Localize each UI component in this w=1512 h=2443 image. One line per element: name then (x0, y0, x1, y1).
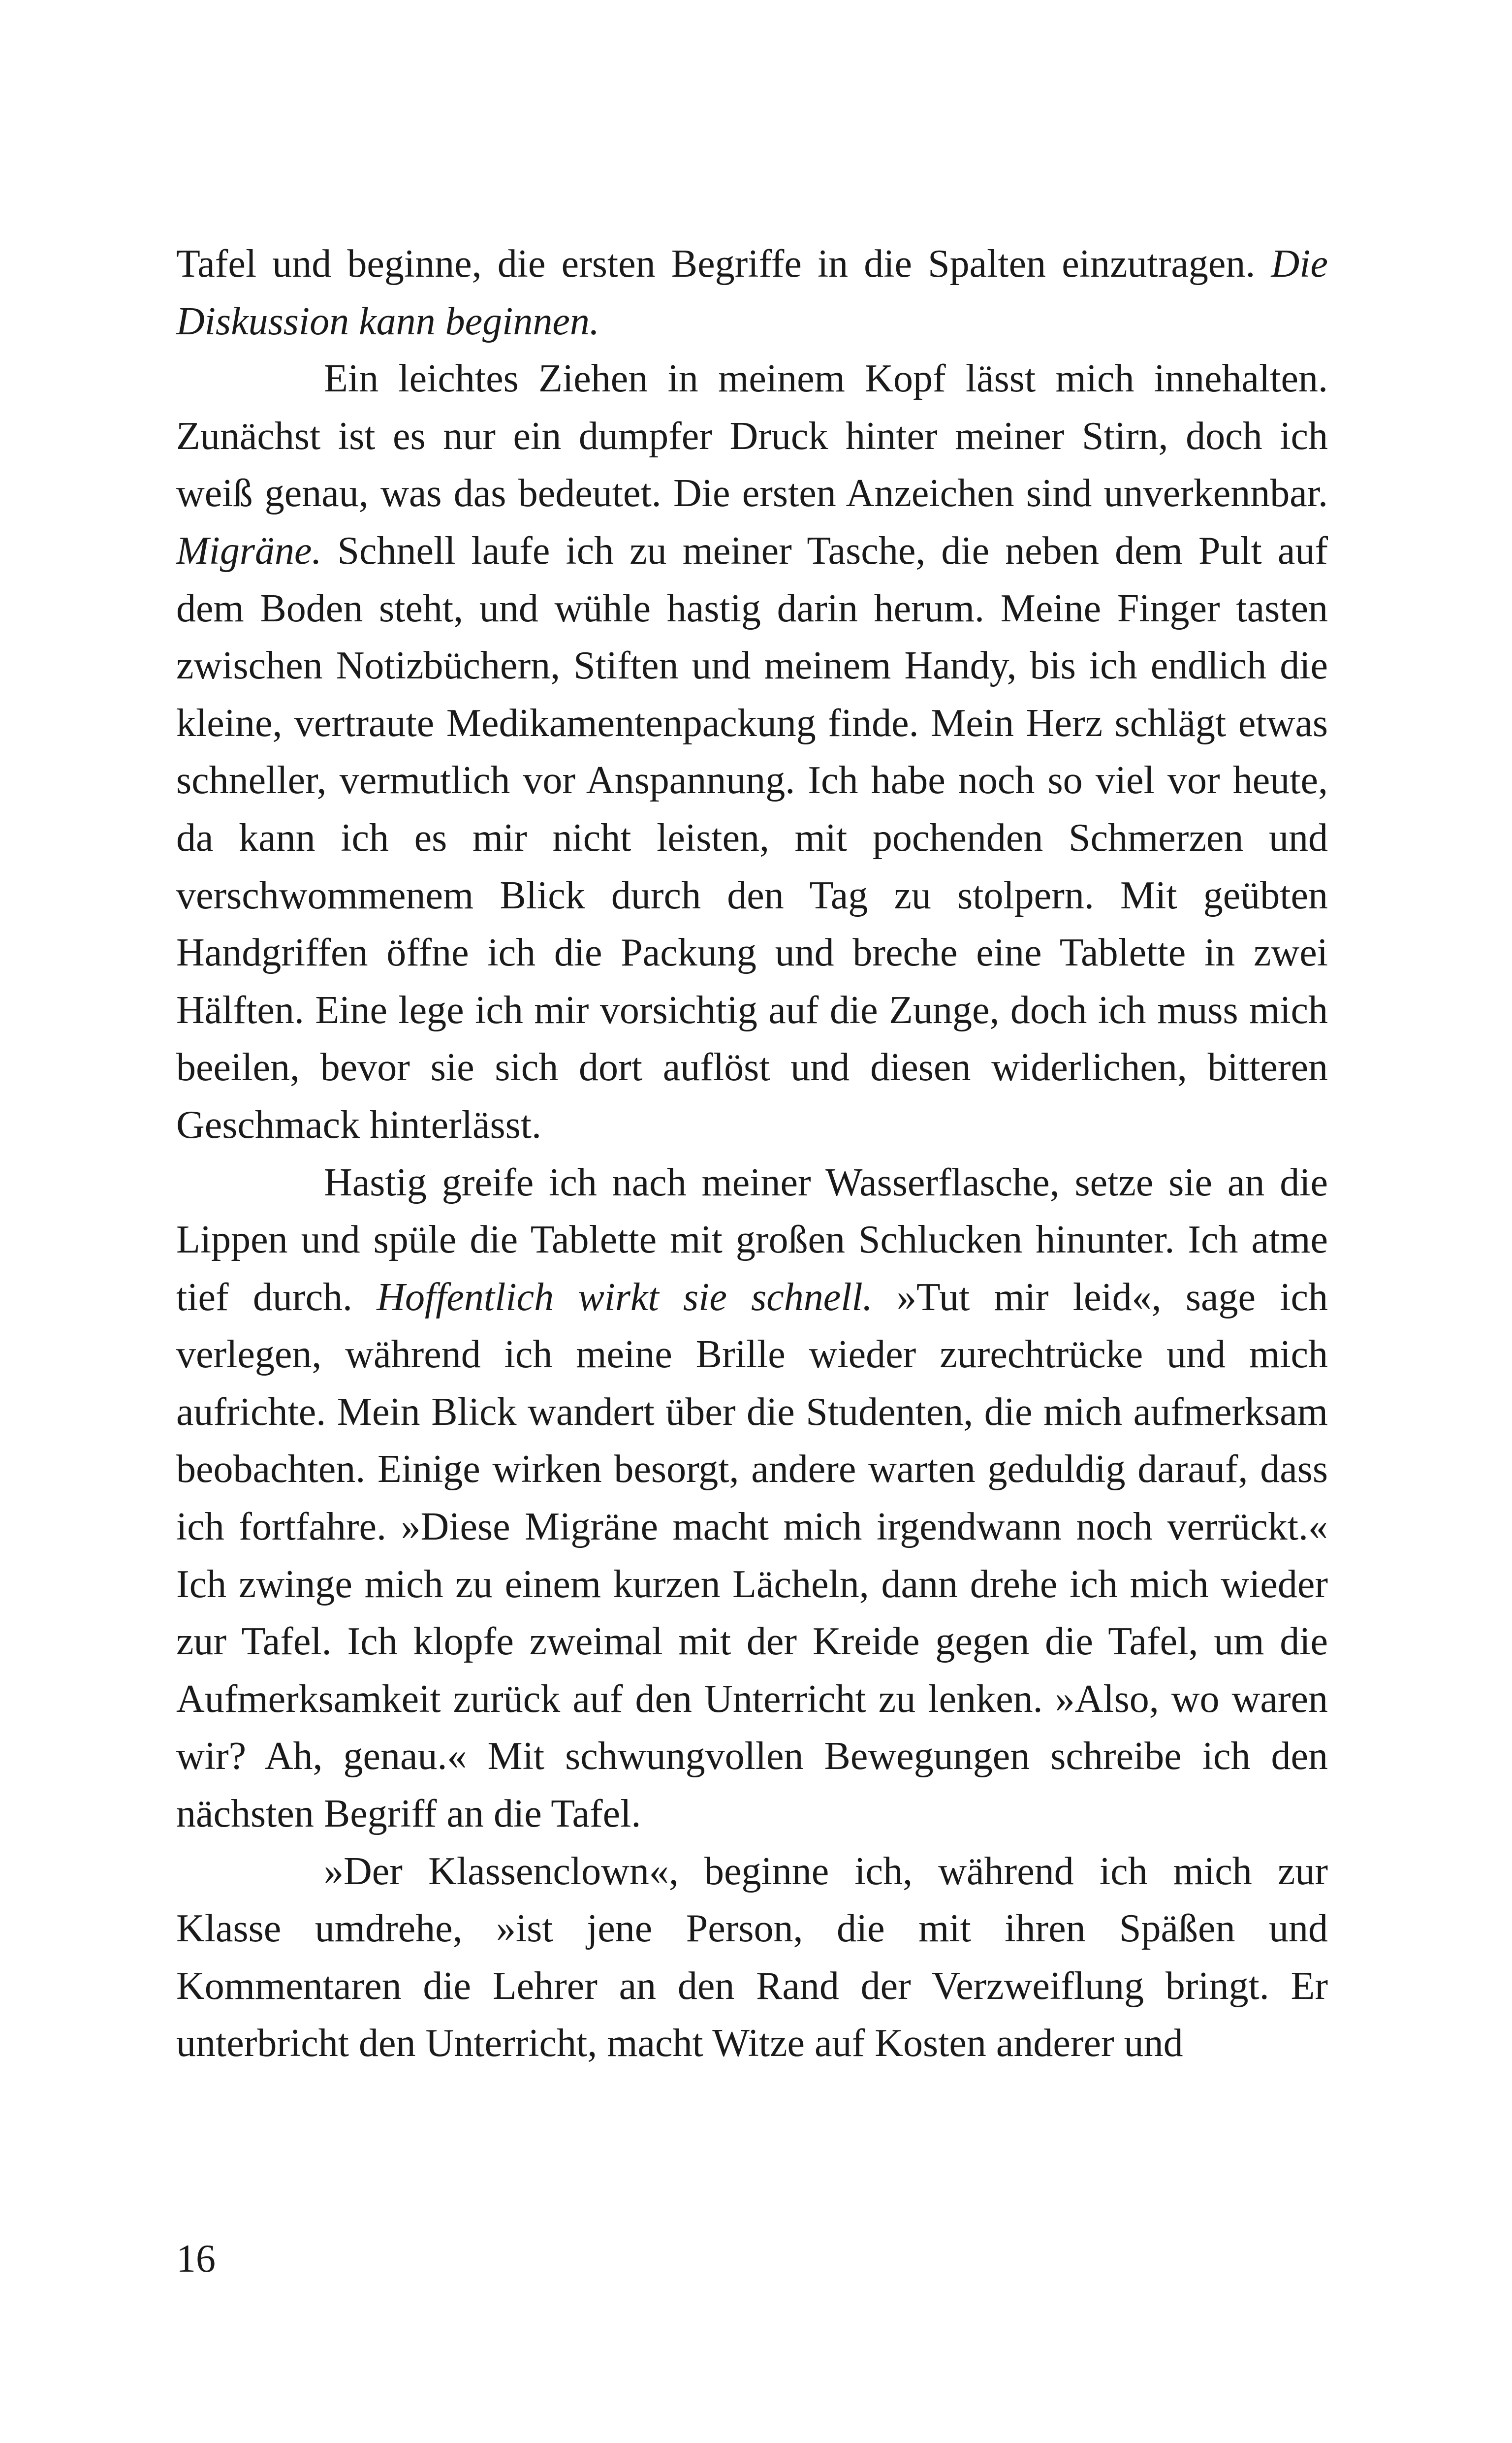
paragraph-1 (176, 235, 1328, 350)
italic-text-segment: Die Diskussion kann beginnen. (176, 242, 1328, 343)
text-segment: Ein leichtes Ziehen in meinem Kopf lässt mich innehalten. Zunächst ist es nur ein dumpfer Druck hinter meiner Stirn, doch ich weiß genau, was das bedeutet. Die ersten Anzeichen sind unverkennbar. (176, 357, 1328, 515)
paragraph-3 (176, 1154, 1328, 1843)
paragraph-2 (176, 350, 1328, 1154)
italic-text-segment: Hoffentlich wirkt sie schnell. (377, 1275, 873, 1319)
page-number: 16 (176, 2237, 216, 2281)
text-segment: »Der Klassenclown«, beginne ich, während ich mich zur Klasse umdrehe, »ist jene Person, die mit ihren Späßen und Kommentaren die Lehrer an den Rand der Verzweiflung bringt. Er unterbricht den Unterricht, macht Witze auf Kosten anderer und (176, 1849, 1328, 2065)
text-segment: Schnell laufe ich zu meiner Tasche, die neben dem Pult auf dem Boden steht, und wühle hastig darin herum. Meine Finger tasten zwischen Notizbüchern, Stiften und meinem Handy, bis ich endlich die kleine, vertraute Medikamentenpackung finde. Mein Herz schlägt etwas schneller, vermutlich vor Anspannung. Ich habe noch so viel vor heute, da kann ich es mir nicht leisten, mit pochenden Schmerzen und verschwommenem Blick durch den Tag zu stolpern. Mit geübten Handgriffen öffne ich die Packung und breche eine Tablette in zwei Hälften. Eine lege ich mir vorsichtig auf die Zunge, doch ich muss mich beeilen, bevor sie sich dort auflöst und diesen widerlichen, bitteren Geschmack hinterlässt. (176, 529, 1328, 1147)
text-segment: Hastig greife ich nach meiner Wasserflasche, setze sie an die Lippen und spüle die Tablette mit großen Schlucken hinunter. Ich atme tief durch. (176, 1160, 1328, 1319)
body-text (176, 235, 1328, 2072)
italic-text-segment: Migräne. (176, 529, 322, 573)
paragraph-4 (176, 1843, 1328, 2072)
text-segment: Tafel und beginne, die ersten Begriffe in die Spalten einzutragen. (176, 242, 1271, 286)
text-segment: »Tut mir leid«, sage ich verlegen, während ich meine Brille wieder zurechtrücke und mich aufrichte. Mein Blick wandert über die Studenten, die mich aufmerksam beobachten. Einige wirken besorgt, andere warten geduldig darauf, dass ich fortfahre. »Diese Migräne macht mich irgendwann noch verrückt.« Ich zwinge mich zu einem kurzen Lächeln, dann drehe ich mich wieder zur Tafel. Ich klopfe zweimal mit der Kreide gegen die Tafel, um die Aufmerksamkeit zurück auf den Unterricht zu lenken. »Also, wo waren wir? Ah, genau.« Mit schwungvollen Bewegungen schreibe ich den nächsten Begriff an die Tafel. (176, 1275, 1328, 1836)
